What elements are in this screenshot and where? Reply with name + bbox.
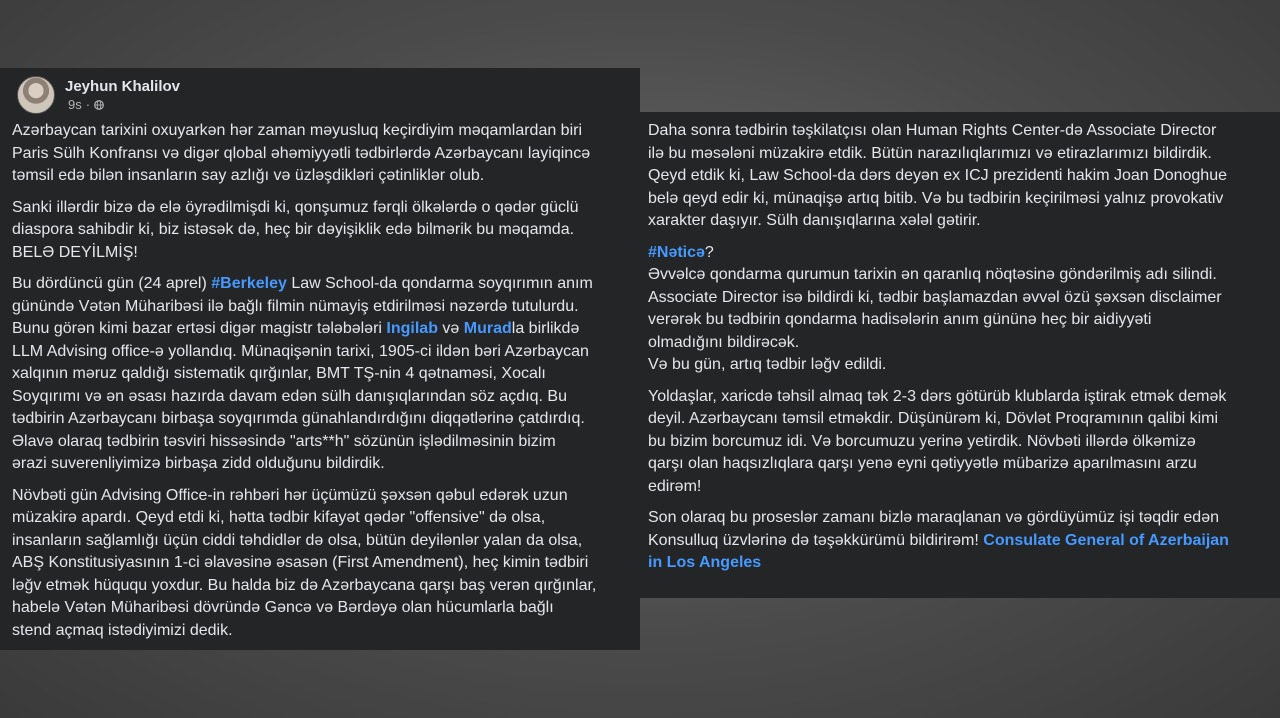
paragraph-3 [12,273,628,476]
paragraph-8-text: Son olaraq bu proseslər zamanı bizlə maraqlanan və gördüyümüz işi təqdir edən Konsulluq üzvlərinə də təşəkkürümü bildirirəm! [648,509,1219,549]
paragraph-5: Daha sonra tədbirin təşkilatçısı olan Human Rights Center-də Associate Director ilə bu məsələni müzakirə etdik. Bütün narazılıqlarımızı və etirazlarımızı bildirdik. Qeyd etdik ki, Law School-da dərs deyən ex ICJ prezidenti hakim Joan Donoghue belə qeyd edir ki, münaqişə artıq bitib. Və bu tədbirin keçirilməsi yalnız provokativ xarakter daşıyır. Sülh danışıqlarına xələl gətirir. [648,122,1227,229]
paragraph-8 [648,507,1268,575]
post-meta [68,96,180,113]
paragraph-3-text-a: Bu dördüncü gün (24 aprel) [12,275,212,292]
mention-murad[interactable]: Murad [463,320,512,337]
post-left-panel [0,68,640,650]
paragraph-7: Yoldaşlar, xaricdə təhsil almaq tək 2-3 dərs götürüb klublarda iştirak etmək demək deyil. Azərbaycanı təmsil etməkdir. Düşünürəm ki, Dövlət Proqramının qalibi kimi bu bizim borcumuz idi. Və borcumuzu yerinə yetirdik. Növbəti illərdə ölkəmizə qarşı olan haqsızlıqlara qarşı yenə eyni qətiyyətlə mübarizə aparılmasını arzu edirəm! [648,387,1227,495]
globe-icon [94,100,104,110]
paragraph-6-question: ? [704,243,714,261]
meta-separator: · [85,97,91,112]
paragraph-1: Azərbaycan tarixini oxuyarkən hər zaman məyusluq keçirdiyim məqamlardan biri Paris Sülh Konfransı və digər qlobal əhəmiyyətli tədbirlərdə Azərbaycanı layiqincə təmsil edə bilən insanların say azlığı və üzləşdikləri çətinliklər olub. [12,122,591,184]
paragraph-2: Sanki illərdir bizə də elə öyrədilmişdi ki, qonşumuz fərqli ölkələrdə o qədər güclü diaspora sahibdir ki, biz istəsək də, heç bir dəyişiklik edə bilmərik bu məqamda. BELƏ DEYİLMİŞ! [12,198,579,261]
post-right-panel [640,112,1280,598]
post-time[interactable]: 9s [68,97,82,112]
paragraph-6 [648,242,1268,377]
mention-consulate[interactable]: Consulate General of Azerbaijan in Los Angeles [648,531,1229,571]
mention-ingilab[interactable]: Ingilab [386,320,438,337]
paragraph-3-text-d: la birlikdə LLM Advising office-ə yollandıq. Münaqişənin tarixi, 1905-ci ildən bəri Azərbaycan xalqının məruz qaldığı sistematik qırğınlar, BMT TŞ-nin 4 qətnaməsi, Xocalı Soyqırımı və ən əsası hazırda davam edən sülh danışıqlarından söz açdıq. Bu tədbirin Azərbaycanı birbaşa soyqırımda günahlandırdığını diqqətlərinə çatdırdıq. Əlavə olaraq tədbirin təsviri hissəsində "arts**h" sözünün işlədilməsinin bizim ərazi suverenliyimizə birbaşa zidd olduğunu bildirdik. [12,320,589,472]
avatar[interactable] [17,76,55,114]
author-block [65,77,180,113]
author-name[interactable]: Jeyhun Khalilov [65,78,181,95]
paragraph-3-text-c: və [437,320,464,337]
hashtag-netice[interactable]: #Nəticə [648,243,705,261]
hashtag-berkeley[interactable]: #Berkeley [211,275,287,292]
paragraph-3-text-b: Law School-da qondarma soyqırımın anım günündə Vətən Müharibəsi ilə bağlı filmin nümayiş etdirilməsi nəzərdə tutulurdu. Bunu görən kimi bazar ertəsi digər magistr tələbələri [12,275,593,337]
post-header [12,70,628,120]
paragraph-4: Növbəti gün Advising Office-in rəhbəri hər üçümüzü şəxsən qəbul edərək uzun müzakirə apardı. Qeyd etdi ki, hətta tədbir kifayət qədər "offensive" də olsa, insanların sağlamlığı üçün ciddi təhdidlər də olsa, bütün deyilənlər yalan da olsa, ABŞ Konstitusiyasının 1-ci əlavəsinə əsasən (First Amendment), heç kimin tədbiri ləğv etmək hüququ yoxdur. Bu halda biz də Azərbaycana qarşı baş verən qırğınlar, habelə Vətən Müharibəsi dövründə Gəncə və Bərdəyə olan hücumlarla bağlı stend açmaq istədiyimizi dedik. [12,486,597,639]
paragraph-6-text: Əvvəlcə qondarma qurumun tarixin ən qaranlıq nöqtəsinə göndərilmiş adı silindi. Associate Director isə bildirdi ki, tədbir başlamazdan əvvəl özü şəxsən disclaimer verərək bu tədbirin qondarma hadisələrin anım gününə heç bir aidiyyəti olmadığını bildirəcək. Və bu gün, artıq tədbir ləğv edildi. [648,266,1222,373]
